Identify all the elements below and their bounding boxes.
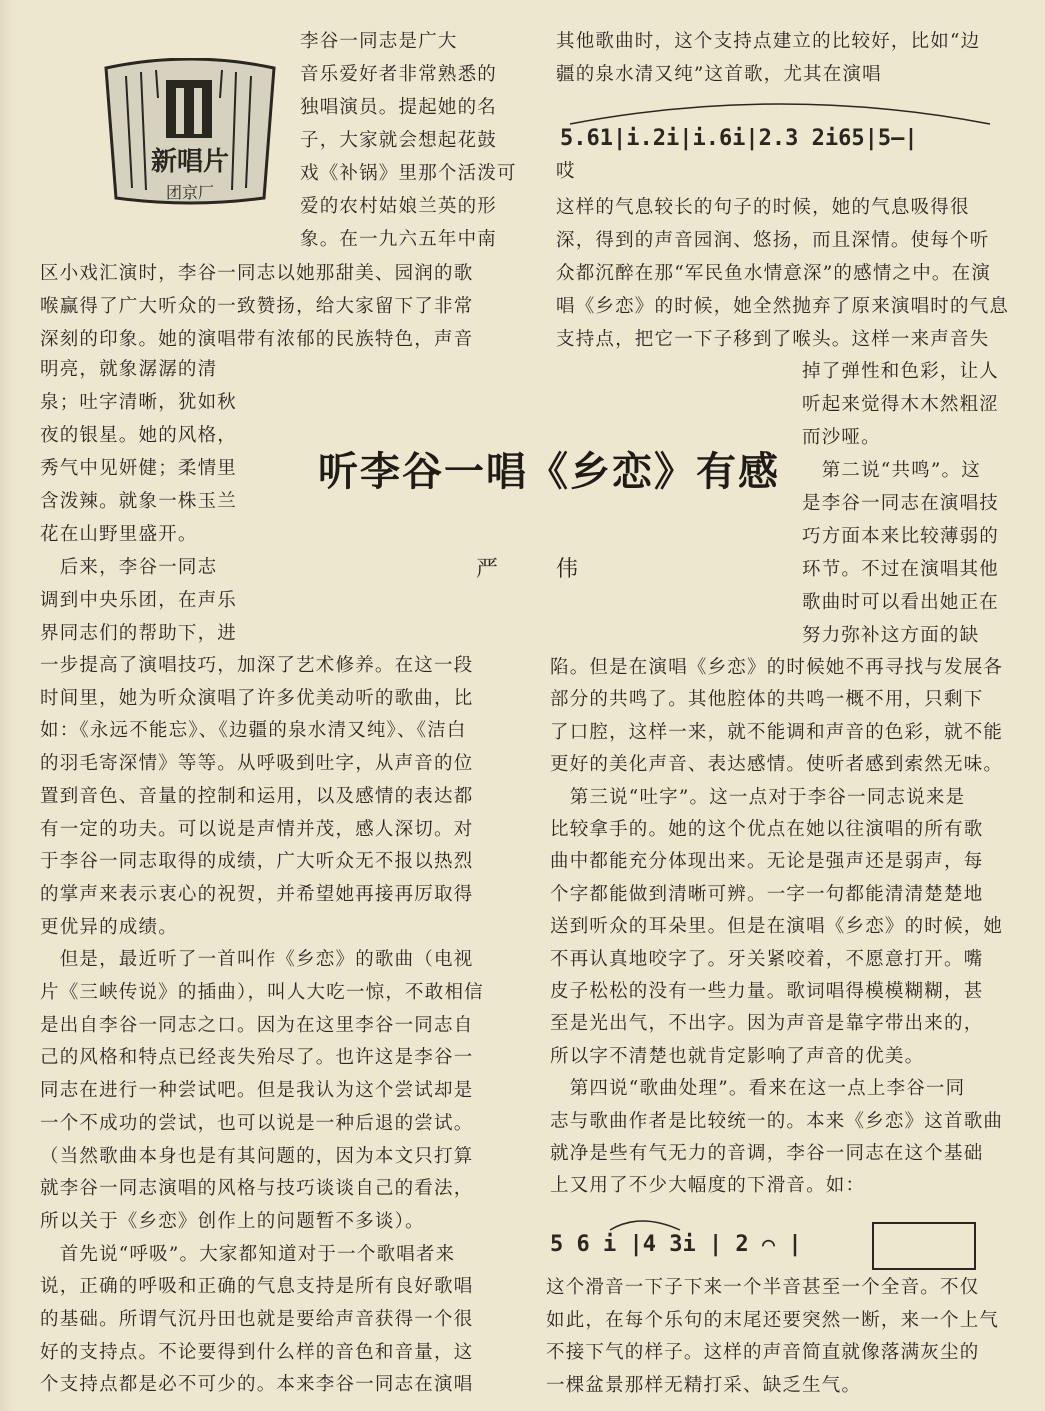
text-line: 戏《补锅》里那个活泼可 bbox=[300, 163, 517, 184]
text-line: 不再认真地咬字了。牙关紧咬着，不愿意打开。嘴 bbox=[550, 948, 984, 970]
text-line: 后来，李谷一同志 bbox=[40, 557, 218, 578]
text-line: 部分的共鸣了。其他腔体的共鸣一概不用，只剩下 bbox=[550, 689, 984, 711]
text-line: 片《三峡传说》的插曲），叫人大吃一惊，不敢相信 bbox=[40, 982, 484, 1003]
text-line: 调到中央乐团，在声乐 bbox=[40, 590, 238, 611]
author-surname: 严 bbox=[476, 557, 499, 582]
text-line: 众都沉醉在那“军民鱼水情意深”的感情之中。在演 bbox=[556, 263, 992, 284]
text-line: 歌曲时可以看出她正在 bbox=[802, 592, 1000, 613]
text-line: 努力弥补这方面的缺 bbox=[802, 625, 980, 646]
text-line: 象。在一九六五年中南 bbox=[300, 229, 498, 250]
text-line: 这样的气息较长的句子的时候，她的气息吸得很 bbox=[556, 197, 970, 218]
text-line: 好的支持点。不论要得到什么样的音色和音量，这 bbox=[40, 1341, 474, 1363]
text-line: 就李谷一同志演唱的风格与技巧谈谈自己的看法， bbox=[40, 1178, 474, 1200]
text-line: 含泼辣。就象一株玉兰 bbox=[40, 491, 238, 512]
text-line: （当然歌曲本身也是有其问题的，因为本文只打算 bbox=[40, 1145, 474, 1167]
text-line: 的羽毛寄深情》等等。从呼吸到吐字，从声音的位 bbox=[40, 753, 474, 775]
text-line: 的掌声来表示衷心的祝贺，并希望她再接再厉取得 bbox=[40, 883, 474, 905]
text-line: 明亮，就象潺潺的清 bbox=[40, 359, 218, 380]
text-line: 巧方面本来比较薄弱的 bbox=[802, 526, 1000, 547]
text-line: 但是，最近听了一首叫作《乡恋》的歌曲（电视 bbox=[40, 949, 474, 971]
text-line: 就净是些有气无力的音调，李谷一同志在这个基础 bbox=[550, 1143, 984, 1164]
page-shadow bbox=[0, 0, 14, 1411]
text-line: 区小戏汇演时，李谷一同志以她那甜美、园润的歌 bbox=[40, 263, 474, 284]
text-line: 支持点，把它一下子移到了喉头。这样一来声音失 bbox=[556, 329, 990, 350]
text-line: 同志在进行一种尝试吧。但是我认为这个尝试却是 bbox=[40, 1080, 474, 1102]
text-line: 独唱演员。提起她的名 bbox=[300, 97, 498, 118]
text-line: 夜的银星。她的风格， bbox=[40, 425, 238, 446]
text-line: 音乐爱好者非常熟悉的 bbox=[300, 64, 498, 85]
text-line: 泉；吐字清晰，犹如秋 bbox=[40, 392, 238, 413]
text-line: 花在山野里盛开。 bbox=[40, 524, 198, 545]
text-line: 爱的农村姑娘兰英的形 bbox=[300, 196, 498, 217]
text-line: 这个滑音一下子下来一个半音甚至一个全音。不仅 bbox=[546, 1277, 980, 1298]
text-line: 了口腔，这样一来，就不能调和声音的色彩，就不能 bbox=[550, 721, 1004, 743]
text-line: 是李谷一同志在演唱技 bbox=[802, 493, 1000, 514]
text-line: 曲中都能充分体现出来。无论是强声还是弱声，每 bbox=[550, 851, 984, 873]
text-line: 如：《永远不能忘》、《边疆的泉水清又纯》、《洁白 bbox=[40, 720, 467, 742]
text-line: 送到听众的耳朵里。但是在演唱《乡恋》的时候，她 bbox=[550, 916, 1004, 938]
text-line: 第三说“吐字”。这一点对于李谷一同志说来是 bbox=[550, 786, 966, 808]
text-line: 的基础。所谓气沉丹田也就是要给声音获得一个很 bbox=[40, 1309, 474, 1330]
text-line: 喉赢得了广大听众的一致赞扬，给大家留下了非常 bbox=[40, 296, 474, 317]
text-line: 听起来觉得木木然粗涩 bbox=[802, 394, 1000, 415]
text-line: 于李谷一同志取得的成绩，广大听众无不报以热烈 bbox=[40, 851, 474, 873]
text-line: 比较拿手的。她的这个优点在她以往演唱的所有歌 bbox=[550, 819, 984, 840]
text-line: 个字都能做到清晰可辨。一字一句都能清清楚楚地 bbox=[550, 883, 984, 905]
text-line: 第二说“共鸣”。这 bbox=[802, 460, 981, 481]
text-line: 上又用了不少大幅度的下滑音。如： bbox=[550, 1175, 866, 1197]
text-line: 置到音色、音量的控制和运用，以及感情的表达都 bbox=[40, 785, 474, 807]
text-line: 环节。不过在演唱其他 bbox=[802, 559, 1000, 580]
text-line: 第四说“歌曲处理”。看来在这一点上李谷一同 bbox=[550, 1078, 966, 1100]
text-line: 己的风格和特点已经丧失殆尽了。也许这是李谷一 bbox=[40, 1047, 474, 1069]
text-line: 更好的美化声音、表达感情。使听者感到索然无味。 bbox=[550, 754, 1004, 776]
text-line: 是出自李谷一同志之口。因为在这里李谷一同志自 bbox=[40, 1014, 474, 1036]
text-line: 个支持点都是必不可少的。本来李谷一同志在演唱 bbox=[40, 1374, 474, 1396]
text-line: 如此，在每个乐句的末尾还要突然一断，来一个上气 bbox=[546, 1309, 1000, 1331]
text-line: 皮子松松的没有一些力量。歌词唱得模模糊糊，甚 bbox=[550, 981, 984, 1002]
notation-lyric: 哎 bbox=[556, 161, 576, 182]
text-line: 更优异的成绩。 bbox=[40, 916, 178, 938]
text-line: 深，得到的声音园润、悠扬，而且深情。使每个听 bbox=[556, 230, 990, 251]
text-line: 深刻的印象。她的演唱带有浓郁的民族特色，声音 bbox=[40, 329, 474, 350]
text-line: 志与歌曲作者是比较统一的。本来《乡恋》这首歌曲 bbox=[550, 1110, 1004, 1132]
text-line: 有一定的功夫。可以说是声情并茂，感人深切。对 bbox=[40, 818, 474, 840]
text-line: 一步提高了演唱技巧，加深了艺术修养。在这一段 bbox=[40, 655, 474, 676]
text-line: 李谷一同志是广大 bbox=[300, 31, 458, 52]
notation-box bbox=[872, 1222, 976, 1270]
text-line: 所以关于《乡恋》创作上的问题暂不多谈）。 bbox=[40, 1210, 425, 1232]
text-line: 一棵盆景那样无精打采、缺乏生气。 bbox=[546, 1374, 862, 1396]
article-title: 听李谷一唱《乡恋》有感 bbox=[318, 448, 780, 495]
text-line: 界同志们的帮助下，进 bbox=[40, 623, 238, 644]
text-line: 时间里，她为听众演唱了许多优美动听的歌曲，比 bbox=[40, 687, 474, 709]
text-line: 一个不成功的尝试，也可以说是一种后退的尝试。 bbox=[40, 1112, 474, 1134]
text-line: 不接下气的样子。这样的声音简直就像落满灰尘的 bbox=[546, 1342, 980, 1363]
text-line: 而沙哑。 bbox=[802, 427, 881, 448]
music-notation-2: 5 6 i |4 3i | 2 ⌒ | bbox=[550, 1232, 802, 1257]
text-line: 疆的泉水清又纯”这首歌，尤其在演唱 bbox=[556, 64, 882, 85]
text-line: 掉了弹性和色彩，让人 bbox=[802, 361, 1000, 382]
logo-text: 新唱片 bbox=[150, 147, 230, 177]
text-line: 陷。但是在演唱《乡恋》的时候她不再寻找与发展各 bbox=[550, 657, 1004, 678]
text-line: 首先说“呼吸”。大家都知道对于一个歌唱者来 bbox=[40, 1243, 456, 1265]
author-given-name: 伟 bbox=[556, 557, 579, 582]
new-records-logo bbox=[96, 58, 284, 208]
logo-caption: 团京厂 bbox=[165, 183, 215, 202]
text-line: 其他歌曲时，这个支持点建立的比较好，比如“边 bbox=[556, 31, 981, 52]
text-line: 说，正确的呼吸和正确的气息支持是所有良好歌唱 bbox=[40, 1276, 474, 1298]
text-line: 所以字不清楚也就肯定影响了声音的优美。 bbox=[550, 1045, 925, 1067]
text-line: 至是光出气，不出字。因为声音是靠字带出来的， bbox=[550, 1013, 984, 1035]
text-line: 唱《乡恋》的时候，她全然抛弃了原来演唱时的气息 bbox=[556, 296, 1010, 317]
text-line: 子，大家就会想起花鼓 bbox=[300, 130, 498, 151]
text-line: 秀气中见妍健；柔情里 bbox=[40, 458, 238, 479]
music-notation-1: 5.61|i.2i|i.6i|2.3 2i65|5—| bbox=[560, 126, 918, 151]
